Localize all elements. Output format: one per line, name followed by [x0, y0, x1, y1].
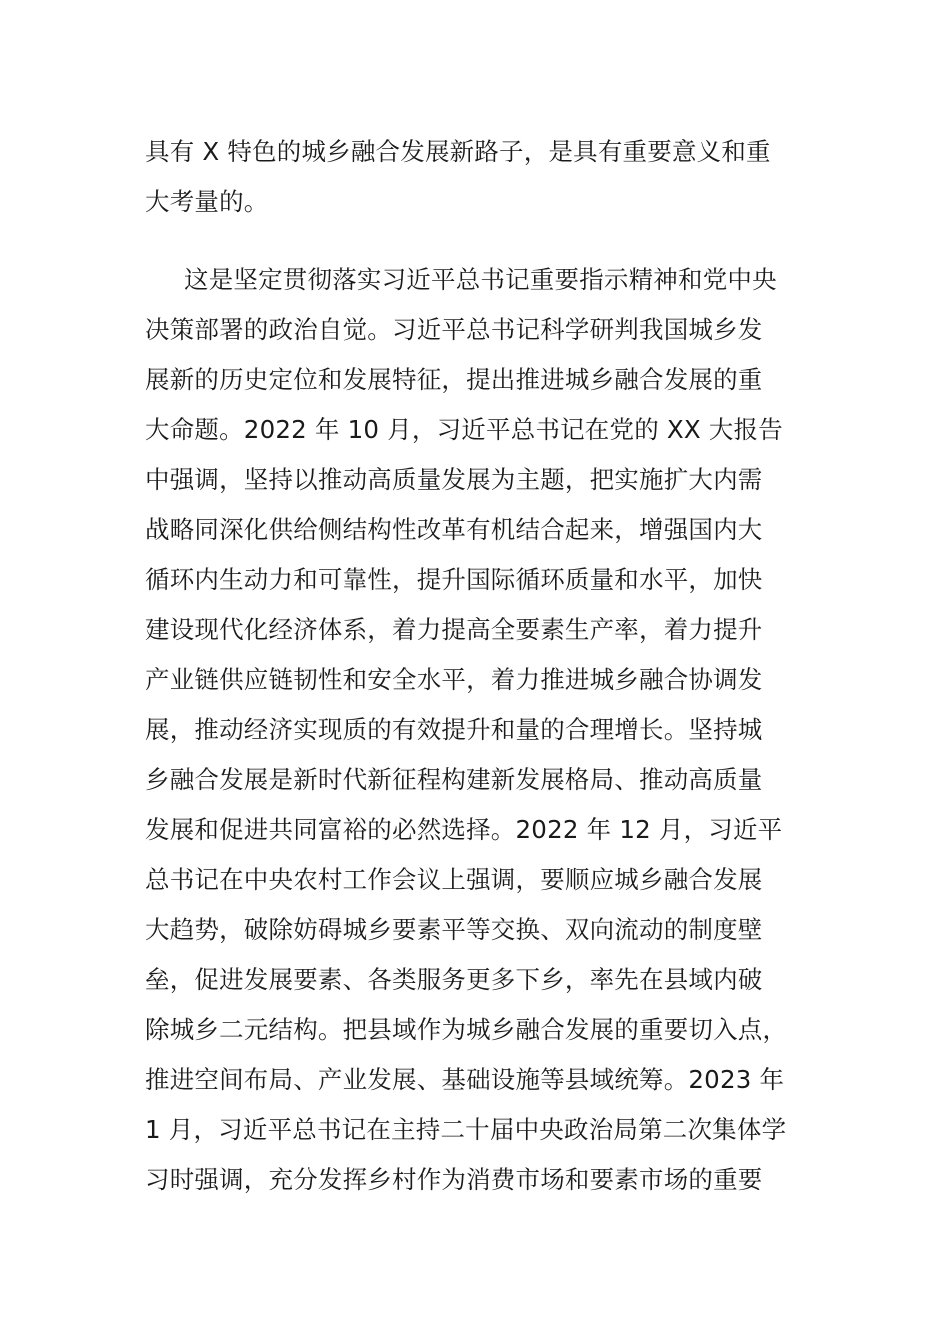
- paragraph-2-line: 乡融合发展是新时代新征程构建新发展格局、推动高质量: [145, 765, 763, 794]
- paragraph-2-line: 推进空间布局、产业发展、基础设施等县域统筹。2023 年: [145, 1065, 785, 1094]
- paragraph-2-line: 大命题。2022 年 10 月，习近平总书记在党的 XX 大报告: [145, 415, 783, 444]
- paragraph-2-line: 发展和促进共同富裕的必然选择。2022 年 12 月，习近平: [145, 815, 783, 844]
- paragraph-1-line: 大考量的。: [145, 187, 269, 216]
- paragraph-2-line: 1 月，习近平总书记在主持二十届中央政治局第二次集体学: [145, 1115, 787, 1144]
- paragraph-2-line: 总书记在中央农村工作会议上强调，要顺应城乡融合发展: [145, 865, 763, 894]
- paragraph-2-first-line: 这是坚定贯彻落实习近平总书记重要指示精神和党中央: [184, 265, 777, 294]
- paragraph-1-line: 具有 X 特色的城乡融合发展新路子，是具有重要意义和重: [145, 137, 771, 166]
- paragraph-2-line: 垒，促进发展要素、各类服务更多下乡，率先在县域内破: [145, 965, 763, 994]
- paragraph-2-line: 中强调，坚持以推动高质量发展为主题，把实施扩大内需: [145, 465, 763, 494]
- paragraph-2-line: 循环内生动力和可靠性，提升国际循环质量和水平，加快: [145, 565, 763, 594]
- paragraph-2-line: 大趋势，破除妨碍城乡要素平等交换、双向流动的制度壁: [145, 915, 763, 944]
- paragraph-2-line: 建设现代化经济体系，着力提高全要素生产率，着力提升: [145, 615, 763, 644]
- paragraph-2-line: 产业链供应链韧性和安全水平，着力推进城乡融合协调发: [145, 665, 763, 694]
- paragraph-2-line: 习时强调，充分发挥乡村作为消费市场和要素市场的重要: [145, 1165, 763, 1194]
- paragraph-2-line: 战略同深化供给侧结构性改革有机结合起来，增强国内大: [145, 515, 763, 544]
- paragraph-2-line: 决策部署的政治自觉。习近平总书记科学研判我国城乡发: [145, 315, 763, 344]
- paragraph-2-line: 展新的历史定位和发展特征，提出推进城乡融合发展的重: [145, 365, 763, 394]
- paragraph-2-line: 展，推动经济实现质的有效提升和量的合理增长。坚持城: [145, 715, 763, 744]
- paragraph-2-line: 除城乡二元结构。把县域作为城乡融合发展的重要切入点，: [145, 1015, 788, 1044]
